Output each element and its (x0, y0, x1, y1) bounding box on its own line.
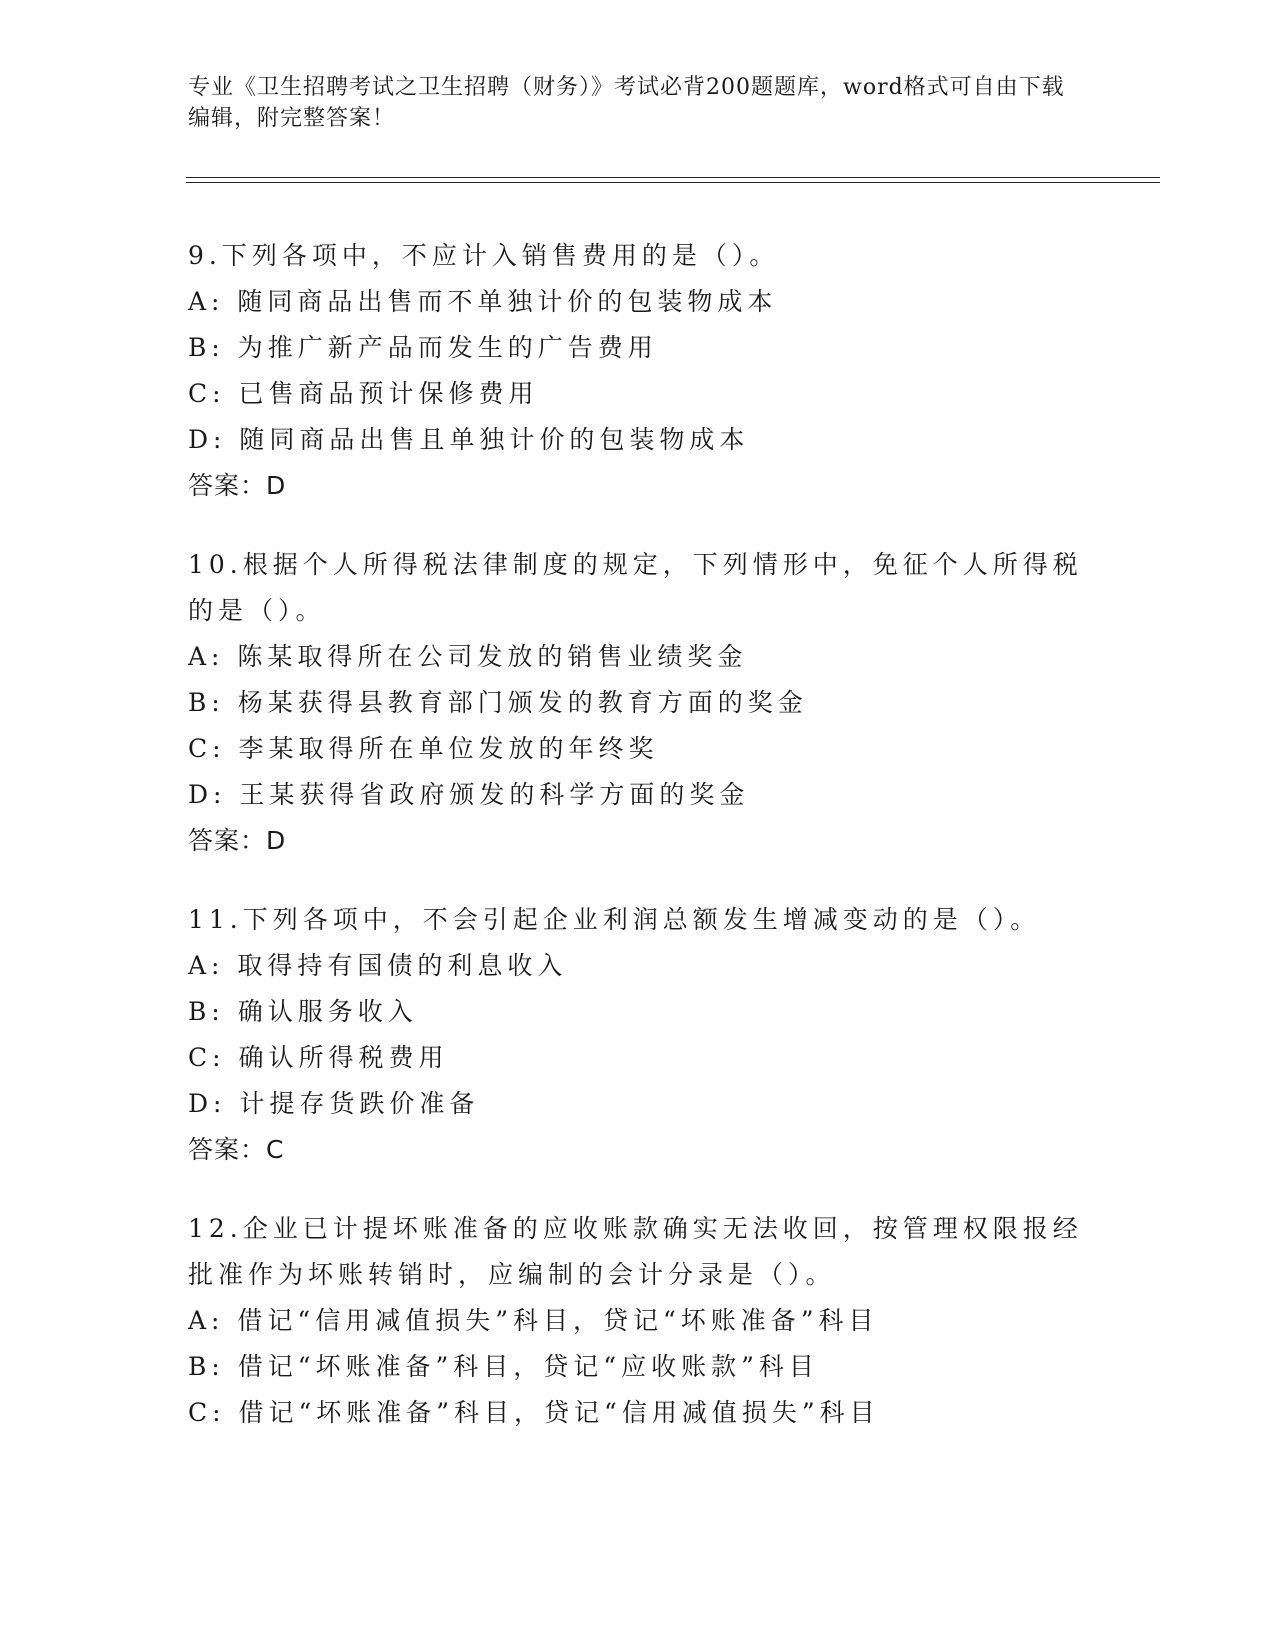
question-9 (188, 233, 1088, 509)
option-d: D: 计提存货跌价准备 (188, 1089, 480, 1118)
option-b: B: 为推广新产品而发生的广告费用 (188, 333, 658, 362)
question-stem: 11.下列各项中，不会引起企业利润总额发生增减变动的是（）。 (188, 905, 1041, 934)
question-stem: 9.下列各项中，不应计入销售费用的是（）。 (188, 241, 780, 270)
question-12 (188, 1206, 1088, 1436)
option-b: B: 确认服务收入 (188, 997, 418, 1026)
option-d: D: 王某获得省政府颁发的科学方面的奖金 (188, 780, 750, 809)
question-10 (188, 542, 1088, 864)
option-b: B: 杨某获得县教育部门颁发的教育方面的奖金 (188, 688, 808, 717)
answer-line: 答案：D (188, 826, 287, 855)
option-a: A: 陈某取得所在公司发放的销售业绩奖金 (188, 642, 748, 671)
answer-line: 答案：C (188, 1135, 285, 1164)
question-11 (188, 897, 1088, 1173)
option-a: A: 随同商品出售而不单独计价的包装物成本 (188, 287, 778, 316)
option-a: A: 取得持有国债的利息收入 (188, 951, 568, 980)
option-d: D: 随同商品出售且单独计价的包装物成本 (188, 425, 750, 454)
document-header: 专业《卫生招聘考试之卫生招聘（财务）》考试必背200题题库，word格式可自由下载编辑，附完整答案！ (188, 75, 1065, 131)
header-divider-top (186, 177, 1160, 178)
option-c: C: 借记“坏账准备”科目，贷记“信用减值损失”科目 (188, 1398, 880, 1427)
option-b: B: 借记“坏账准备”科目，贷记“应收账款”科目 (188, 1352, 819, 1381)
answer-line: 答案：D (188, 471, 287, 500)
question-stem: 12.企业已计提坏账准备的应收账款确实无法收回，按管理权限报经批准作为坏账转销时，应编制的会计分录是（）。 (188, 1214, 1083, 1289)
option-a: A: 借记“信用减值损失”科目，贷记“坏账准备”科目 (188, 1306, 879, 1335)
option-c: C: 确认所得税费用 (188, 1043, 449, 1072)
question-list (188, 233, 1088, 1469)
header-divider-bottom (186, 182, 1160, 183)
question-stem: 10.根据个人所得税法律制度的规定，下列情形中，免征个人所得税的是（）。 (188, 550, 1083, 625)
option-c: C: 已售商品预计保修费用 (188, 379, 539, 408)
option-c: C: 李某取得所在单位发放的年终奖 (188, 734, 659, 763)
